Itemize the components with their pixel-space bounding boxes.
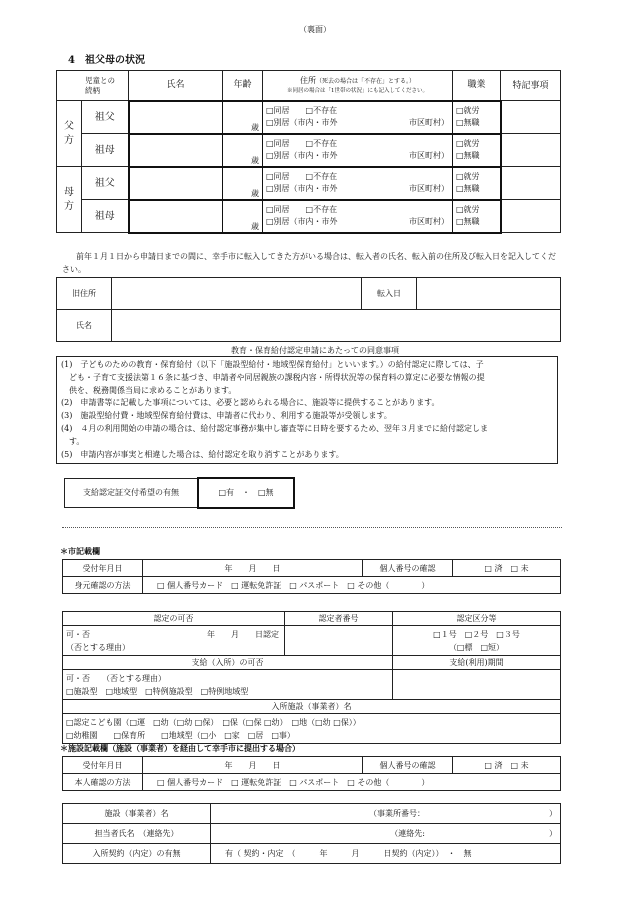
approver-number-cell[interactable] — [285, 626, 393, 656]
payment-header: 支給（入所）の可否 — [63, 656, 393, 670]
facility-mynumber-value[interactable]: □ 済 □ 未 — [453, 757, 561, 774]
moving-table — [56, 277, 561, 342]
name-field[interactable] — [129, 167, 223, 200]
side-maternal: 母方 — [57, 167, 82, 233]
age-field[interactable]: 歳 — [223, 101, 263, 134]
facility-section-title: ＊施設記載欄（施設（事業者）を経由して幸手市に提出する場合） — [60, 743, 300, 753]
row-paternal-grandmother — [57, 134, 561, 167]
row-maternal-grandfather — [57, 167, 561, 200]
moving-notice: 前年１月１日から申請日までの間に、幸手市に転入してきた方がいる場合は、転入者の氏名、転入前の住所及び転入日を記入してください。 — [62, 252, 556, 274]
facility-info-table — [62, 803, 561, 864]
approval-cell[interactable]: 可・否 年 月 日認定 （否とする理由） — [63, 626, 285, 656]
facility-id-label: 本人確認の方法 — [63, 774, 143, 791]
header-relation: 児童との 続柄 — [57, 71, 129, 101]
header-name: 氏名 — [129, 71, 223, 101]
period-header: 支給(利用)期間 — [393, 656, 561, 670]
header-job: 職業 — [453, 71, 501, 101]
facility-name-label: 施設（事業者）名 — [63, 804, 211, 824]
certificate-label: 支給認定証交付希望の有無 — [83, 488, 179, 497]
row-paternal-grandfather — [57, 101, 561, 134]
facility-id-value[interactable]: □ 個人番号カード □ 運転免許証 □ パスポート □ その他（ ） — [143, 774, 561, 791]
former-address-field[interactable] — [112, 278, 362, 310]
row-maternal-grandmother — [57, 200, 561, 233]
mover-name-label: 氏名 — [57, 310, 112, 342]
address-field[interactable]: □同居 □不存在 □別居（市内・市外 市区町村） — [263, 101, 453, 134]
job-field[interactable]: □就労 □無職 — [453, 134, 501, 167]
name-field[interactable] — [129, 200, 223, 233]
notes-field[interactable] — [501, 167, 561, 200]
city-section-title: ＊市記載欄 — [60, 546, 100, 556]
payment-cell[interactable]: 可・否 （否とする理由） □施設型 □地域型 □特例施設型 □特例地域型 — [63, 670, 393, 700]
address-field[interactable]: □同居 □不存在 □別居（市内・市外 市区町村） — [263, 167, 453, 200]
facility-name-field[interactable]: （事業所番号： ） — [211, 804, 561, 824]
consent-item: (2) 申請書等に記載した事項については、必要と認められる場合に、施設等に提供することがあります。 — [61, 398, 440, 408]
address-field[interactable]: □同居 □不存在 □別居（市内・市外 市区町村） — [263, 134, 453, 167]
move-in-date-label: 転入日 — [362, 278, 417, 310]
relation-label: 祖父 — [82, 101, 129, 134]
facility-mynumber-label: 個人番号の確認 — [363, 757, 453, 774]
consent-box — [56, 356, 558, 464]
consent-item: (5) 申請内容が事実と相違した場合は、給付認定を取り消すことがあります。 — [61, 449, 344, 459]
grandparents-table — [56, 70, 561, 234]
header-age: 年齢 — [223, 71, 263, 101]
page-label: （裏面） — [299, 25, 331, 34]
city-received-value[interactable]: 年 月 日 — [143, 560, 363, 577]
section4-title: 4 祖父母の状況 — [68, 55, 145, 66]
city-table — [62, 559, 561, 594]
city-id-label: 身元確認の方法 — [63, 577, 143, 594]
former-address-label: 旧住所 — [57, 278, 112, 310]
notes-field[interactable] — [501, 134, 561, 167]
city-mynumber-value[interactable]: □ 済 □ 未 — [453, 560, 561, 577]
name-field[interactable] — [129, 134, 223, 167]
certificate-label-box — [64, 478, 198, 508]
facility-cell[interactable]: □認定こども園（□運 □幼（□幼 □保） □保（□保 □幼） □地（□幼 □保）） □幼稚園 □保育所 □地域型（□小 □家 □居 □事） — [63, 714, 561, 744]
name-field[interactable] — [129, 101, 223, 134]
city-mynumber-label: 個人番号の確認 — [363, 560, 453, 577]
city-received-label: 受付年月日 — [63, 560, 143, 577]
consent-item: (3) 施設型給付費・地域型保育給付費は、申請者に代わり、利用する施設等が受領します。 — [61, 411, 392, 421]
consent-item: (4) ４月の利用開始の申請の場合は、給付認定事務が集中し審査等に日時を要するため、翌年３月までに給付認定しま — [61, 423, 489, 433]
relation-label: 祖母 — [82, 200, 129, 233]
consent-item: (1) 子どものための教育・保育給付（以下「施設型給付・地域型保育給付」といいます。）の給付認定に際しては、子 — [61, 360, 484, 369]
age-field[interactable]: 歳 — [223, 167, 263, 200]
contract-label: 入所契約（内定）の有無 — [63, 844, 211, 864]
notes-field[interactable] — [501, 200, 561, 233]
relation-label: 祖母 — [82, 134, 129, 167]
job-field[interactable]: □就労 □無職 — [453, 101, 501, 134]
facility-header: 入所施設（事業者）名 — [63, 700, 561, 714]
job-field[interactable]: □就労 □無職 — [453, 200, 501, 233]
side-paternal: 父方 — [57, 101, 82, 167]
cut-line — [62, 527, 562, 528]
consent-item: 供を、税務関係当局に求めることがあります。 — [61, 385, 237, 395]
consent-item: ども・子育て支援法第１６条に基づき、申請者や同居親族の課税内容・所得状況等の保育料の算定に必要な情報の提 — [61, 372, 485, 382]
city-id-value[interactable]: □ 個人番号カード □ 運転免許証 □ パスポート □ その他（ ） — [143, 577, 561, 594]
age-field[interactable]: 歳 — [223, 134, 263, 167]
facility-use-table — [62, 756, 561, 791]
approval-table — [62, 611, 561, 744]
age-field[interactable]: 歳 — [223, 200, 263, 233]
contract-field[interactable]: 有（ 契約・内定 （ 年 月 日契約（内定）） ・ 無 — [211, 844, 561, 864]
consent-item: す。 — [61, 436, 85, 446]
approval-header: 認定の可否 — [63, 612, 285, 626]
address-field[interactable]: □同居 □不存在 □別居（市内・市外 市区町村） — [263, 200, 453, 233]
contact-field[interactable]: （連絡先: ） — [211, 824, 561, 844]
relation-label: 祖父 — [82, 167, 129, 200]
certificate-choice[interactable]: □有 ・ □無 — [197, 477, 295, 509]
classification-cell[interactable]: □１号 □２号 □３号 （□標 □短） — [393, 626, 561, 656]
consent-title: 教育・保育給付認定申請にあたっての同意事項 — [231, 346, 399, 355]
classification-header: 認定区分等 — [393, 612, 561, 626]
facility-received-label: 受付年月日 — [63, 757, 143, 774]
job-field[interactable]: □就労 □無職 — [453, 167, 501, 200]
notes-field[interactable] — [501, 101, 561, 134]
approver-number-header: 認定者番号 — [285, 612, 393, 626]
header-notes: 特記事項 — [501, 71, 561, 101]
mover-name-field[interactable] — [112, 310, 561, 342]
contact-label: 担当者氏名 （連絡先） — [63, 824, 211, 844]
move-in-date-field[interactable] — [417, 278, 561, 310]
facility-received-value[interactable]: 年 月 日 — [143, 757, 363, 774]
period-cell[interactable] — [393, 670, 561, 700]
header-address: 住所（死去の場合は「不存在」とする。） ※同居の場合は「1世帯の状況」にも記入してください。 — [263, 71, 453, 101]
